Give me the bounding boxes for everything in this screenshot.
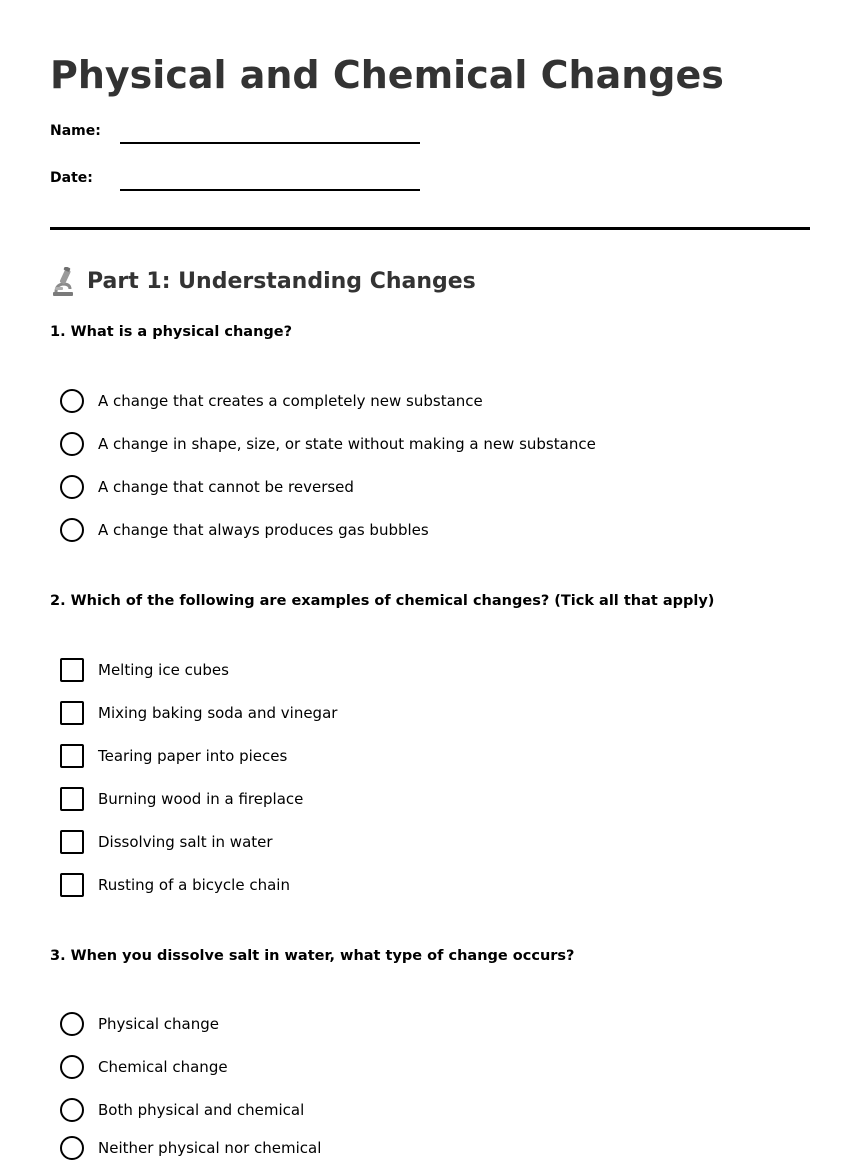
- question-3: 3. When you dissolve salt in water, what type of change occurs?: [50, 948, 575, 964]
- q3-option-2[interactable]: [60, 1054, 228, 1080]
- q2-option-4[interactable]: [60, 786, 303, 812]
- q2-option-6[interactable]: [60, 872, 290, 898]
- radio-button[interactable]: [60, 518, 84, 542]
- radio-button[interactable]: [60, 1098, 84, 1122]
- section-title: [50, 266, 476, 298]
- option-label: A change that always produces gas bubbles: [98, 521, 429, 539]
- name-input-line[interactable]: [120, 142, 420, 144]
- q1-option-4[interactable]: [60, 517, 429, 543]
- option-label: A change that cannot be reversed: [98, 478, 354, 496]
- date-input-line[interactable]: [120, 189, 420, 191]
- checkbox[interactable]: [60, 873, 84, 897]
- name-label: Name:: [50, 123, 101, 139]
- radio-button[interactable]: [60, 1136, 84, 1160]
- checkbox[interactable]: [60, 658, 84, 682]
- option-label: Tearing paper into pieces: [98, 747, 288, 765]
- option-label: A change that creates a completely new substance: [98, 392, 483, 410]
- option-label: Neither physical nor chemical: [98, 1139, 322, 1157]
- microscope-icon: [50, 267, 76, 297]
- option-label: Mixing baking soda and vinegar: [98, 704, 338, 722]
- q3-option-4[interactable]: [60, 1135, 321, 1161]
- option-label: Melting ice cubes: [98, 661, 229, 679]
- option-label: Physical change: [98, 1015, 219, 1033]
- radio-button[interactable]: [60, 389, 84, 413]
- section-title-text: Part 1: Understanding Changes: [87, 269, 476, 294]
- option-label: Dissolving salt in water: [98, 833, 273, 851]
- checkbox[interactable]: [60, 744, 84, 768]
- option-label: Chemical change: [98, 1058, 228, 1076]
- q1-option-1[interactable]: [60, 388, 483, 414]
- q2-option-3[interactable]: [60, 743, 287, 769]
- q3-option-3[interactable]: [60, 1097, 304, 1123]
- date-field: [50, 169, 470, 199]
- question-2: 2. Which of the following are examples of chemical changes? (Tick all that apply): [50, 593, 715, 609]
- name-field: [50, 122, 470, 152]
- radio-button[interactable]: [60, 1012, 84, 1036]
- radio-button[interactable]: [60, 432, 84, 456]
- checkbox[interactable]: [60, 830, 84, 854]
- page-title: Physical and Chemical Changes: [50, 53, 724, 97]
- q3-option-1[interactable]: [60, 1011, 219, 1037]
- q1-option-3[interactable]: [60, 474, 354, 500]
- question-1: 1. What is a physical change?: [50, 324, 293, 340]
- radio-button[interactable]: [60, 1055, 84, 1079]
- radio-button[interactable]: [60, 475, 84, 499]
- checkbox[interactable]: [60, 787, 84, 811]
- option-label: Rusting of a bicycle chain: [98, 876, 290, 894]
- option-label: A change in shape, size, or state without making a new substance: [98, 435, 596, 453]
- q1-option-2[interactable]: [60, 431, 596, 457]
- checkbox[interactable]: [60, 701, 84, 725]
- q2-option-1[interactable]: [60, 657, 229, 683]
- q2-option-2[interactable]: [60, 700, 337, 726]
- q2-option-5[interactable]: [60, 829, 273, 855]
- option-label: Burning wood in a fireplace: [98, 790, 304, 808]
- date-label: Date:: [50, 170, 93, 186]
- option-label: Both physical and chemical: [98, 1101, 305, 1119]
- header-divider: [50, 227, 810, 230]
